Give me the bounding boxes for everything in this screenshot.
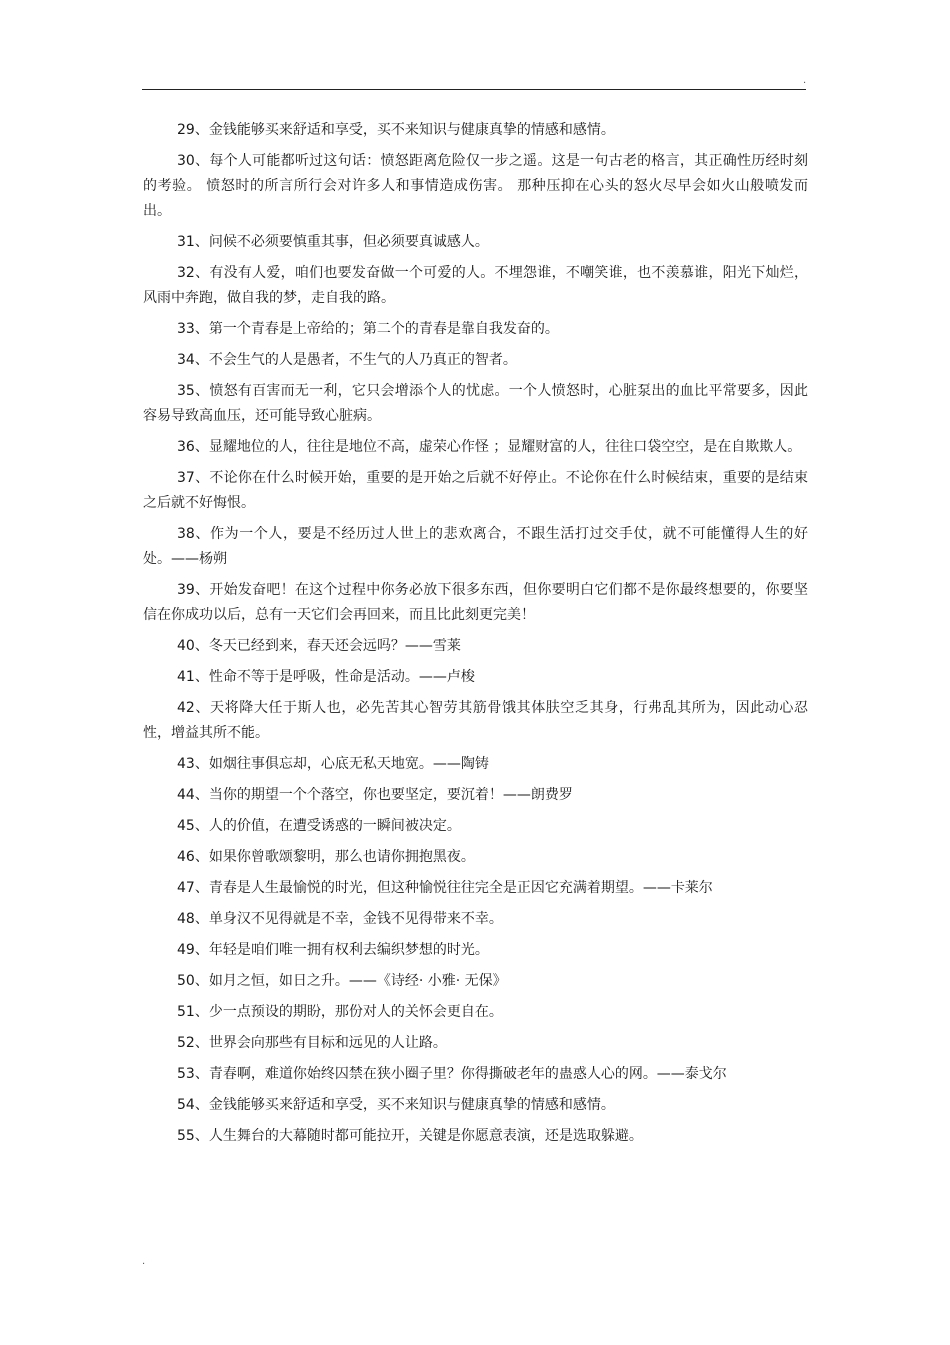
quote-paragraph: 42、天将降大任于斯人也，必先苦其心智劳其筋骨饿其体肤空乏其身，行弗乱其所为，因此动心忍性，增益其所不能。: [143, 700, 808, 741]
quote-paragraph: 50、如月之恒，如日之升。——《诗经· 小雅· 无保》: [177, 973, 507, 989]
quote-paragraph: 47、青春是人生最愉悦的时光，但这种愉悦往往完全是正因它充满着期望。——卡莱尔: [177, 880, 713, 896]
quote-paragraph: 41、性命不等于是呼吸，性命是活动。——卢梭: [177, 669, 475, 685]
quote-paragraph: 30、每个人可能都听过这句话：愤怒距离危险仅一步之遥。这是一句古老的格言，其正确性历经时刻的考验。 愤怒时的所言所行会对许多人和事情造成伤害。 那种压抑在心头的怒火尽早会如火山般喷发而出。: [143, 153, 808, 219]
quote-paragraph: 55、人生舞台的大幕随时都可能拉开，关键是你愿意表演，还是选取躲避。: [177, 1128, 643, 1144]
quote-paragraph: 51、少一点预设的期盼，那份对人的关怀会更自在。: [177, 1004, 503, 1020]
quote-paragraph: 45、人的价值，在遭受诱惑的一瞬间被决定。: [177, 818, 461, 834]
quote-paragraph: 54、金钱能够买来舒适和享受，买不来知识与健康真挚的情感和感情。: [177, 1097, 615, 1113]
quote-paragraph: 44、当你的期望一个个落空，你也要坚定，要沉着！——朗费罗: [177, 787, 573, 803]
quote-paragraph: 40、冬天已经到来，春天还会远吗？——雪莱: [177, 638, 461, 654]
quote-paragraph: 46、如果你曾歌颂黎明，那么也请你拥抱黑夜。: [177, 849, 475, 865]
quote-paragraph: 48、单身汉不见得就是不幸，金钱不见得带来不幸。: [177, 911, 503, 927]
quote-paragraph: 31、问候不必须要慎重其事，但必须要真诚感人。: [177, 234, 489, 250]
quote-paragraph: 53、青春啊，难道你始终囚禁在狭小圈子里？你得撕破老年的蛊惑人心的网。——泰戈尔: [177, 1066, 727, 1082]
corner-mark-bottom-left: .: [142, 1256, 146, 1267]
quote-paragraph: 38、作为一个人，要是不经历过人世上的悲欢离合，不跟生活打过交手仗，就不可能懂得人生的好处。——杨朔: [143, 526, 808, 567]
header-rule: [142, 89, 806, 90]
corner-mark-top-right: .: [803, 75, 807, 86]
quote-paragraph: 43、如烟往事俱忘却，心底无私天地宽。——陶铸: [177, 756, 489, 772]
quote-paragraph: 36、显耀地位的人，往往是地位不高，虚荣心作怪 ；显耀财富的人，往往口袋空空，是在自欺欺人。: [177, 439, 802, 455]
quote-paragraph: 33、第一个青春是上帝给的；第二个的青春是靠自我发奋的。: [177, 321, 559, 337]
quote-paragraph: 32、有没有人爱，咱们也要发奋做一个可爱的人。不埋怨谁，不嘲笑谁，也不羡慕谁，阳光下灿烂，风雨中奔跑，做自我的梦，走自我的路。: [143, 265, 808, 306]
quote-paragraph: 49、年轻是咱们唯一拥有权利去编织梦想的时光。: [177, 942, 489, 958]
quote-paragraph: 37、不论你在什么时候开始，重要的是开始之后就不好停止。不论你在什么时候结束，重要的是结束之后就不好悔恨。: [143, 470, 808, 511]
quote-paragraph: 52、世界会向那些有目标和远见的人让路。: [177, 1035, 447, 1051]
quote-paragraph: 29、金钱能够买来舒适和享受，买不来知识与健康真挚的情感和感情。: [177, 122, 615, 138]
quote-paragraph: 34、不会生气的人是愚者，不生气的人乃真正的智者。: [177, 352, 517, 368]
quote-paragraph: 39、开始发奋吧！在这个过程中你务必放下很多东西，但你要明白它们都不是你最终想要的，你要坚信在你成功以后，总有一天它们会再回来，而且比此刻更完美！: [143, 582, 808, 623]
quote-paragraph: 35、愤怒有百害而无一利，它只会增添个人的忧虑。一个人愤怒时，心脏泵出的血比平常要多，因此容易导致高血压，还可能导致心脏病。: [143, 383, 808, 424]
quote-list: [143, 118, 808, 1155]
